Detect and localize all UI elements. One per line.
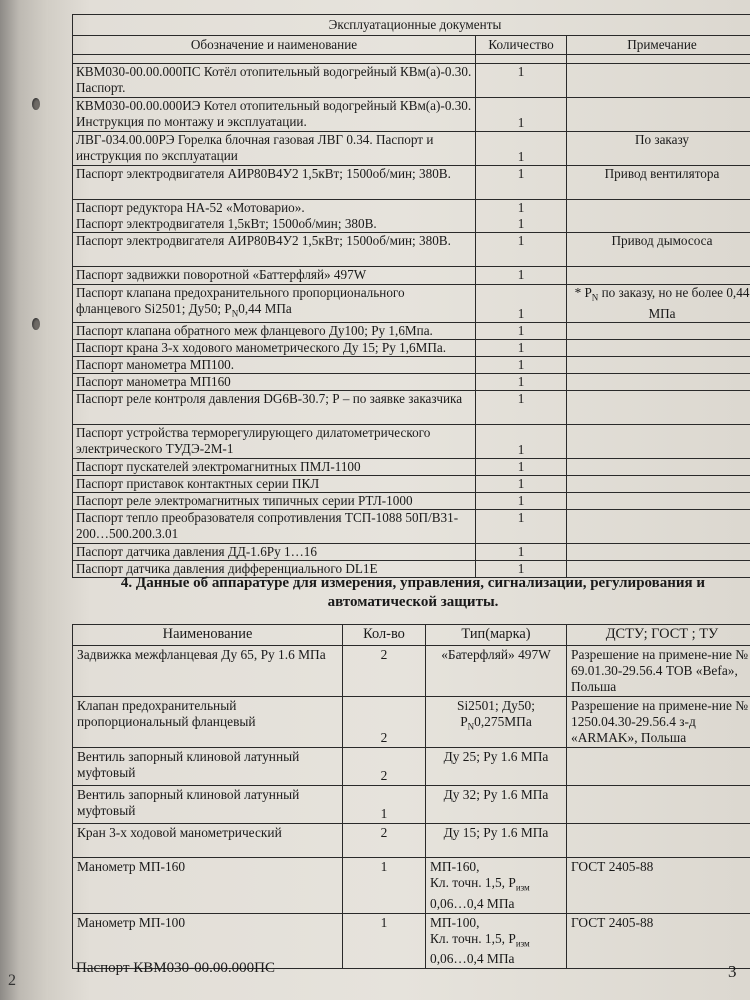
equipment-name: Задвижка межфланцевая Ду 65, Ру 1.6 МПа [73, 646, 343, 697]
text-part: Si2501; Ду50; [457, 698, 535, 713]
equipment-name: Манометр МП-100 [73, 913, 343, 969]
doc-note [567, 424, 750, 458]
doc-name: КВМ030-00.00.000ИЭ Котел отопительный водогрейный КВм(а)-0.30. Инструкция по монтажу и эксплуатации. [73, 98, 476, 132]
doc-qty: 1 [476, 356, 567, 373]
equipment-qty: 1 [343, 786, 426, 824]
equipment-type [426, 913, 567, 969]
table-row [73, 858, 750, 914]
equipment-table [72, 624, 750, 969]
doc-name: Паспорт тепло преобразователя сопротивления ТСП-1088 50П/В31-200…500.200.3.01 [73, 509, 476, 543]
equipment-qty: 1 [343, 858, 426, 914]
doc-qty [476, 200, 567, 233]
doc-qty: 1 [476, 373, 567, 390]
equipment-standard: Разрешение на примене-ние № 69.01.30-29.56.4 ТОВ «Befa», Польша [567, 646, 750, 697]
table-row [73, 748, 750, 786]
doc-name: Паспорт устройства терморегулирующего дилатометрического электрического ТУДЭ-2М-1 [73, 424, 476, 458]
equipment-name: Клапан предохранительный пропорциональный фланцевый [73, 697, 343, 748]
doc-qty: 1 [476, 543, 567, 560]
document-page [48, 0, 750, 1000]
doc-note [567, 267, 750, 285]
doc-qty: 1 [476, 233, 567, 267]
doc-note [567, 200, 750, 233]
doc-name: Паспорт задвижки поворотной «Баттерфляй» 497W [73, 267, 476, 285]
doc-name: Паспорт манометра МП160 [73, 373, 476, 390]
doc-name: Паспорт реле электромагнитных типичных серии РТЛ-1000 [73, 492, 476, 509]
section-heading [88, 574, 738, 612]
doc-name: Паспорт клапана обратного меж фланцевого Ду100; Ру 1,6Мпа. [73, 322, 476, 339]
doc-note [567, 339, 750, 356]
binding-hole [32, 98, 40, 110]
table-caption: Эксплуатационные документы [73, 15, 750, 36]
doc-qty: 1 [476, 267, 567, 285]
text-part: МП-100, [430, 914, 480, 930]
doc-note [567, 285, 750, 323]
equipment-qty: 2 [343, 748, 426, 786]
equipment-qty: 2 [343, 697, 426, 748]
text-part: Кл. точн. 1,5, P [430, 930, 516, 946]
header-quantity: Количество [476, 36, 567, 55]
table-row [73, 356, 750, 373]
section-heading-line: автоматической защиты. [327, 594, 499, 610]
table-row [73, 322, 750, 339]
table-row [73, 390, 750, 424]
doc-qty: 1 [476, 285, 567, 323]
text-part: МП-160, [430, 859, 480, 874]
doc-name [73, 285, 476, 323]
equipment-standard: ГОСТ 2405-88 [567, 858, 750, 914]
doc-note: Привод вентилятора [567, 166, 750, 200]
doc-qty: 1 [476, 560, 567, 577]
subscript: N [591, 292, 599, 303]
doc-note [567, 543, 750, 560]
table-row [73, 285, 750, 323]
equipment-name: Кран 3-х ходовой манометрический [73, 824, 343, 858]
table-row [73, 786, 750, 824]
doc-name: Паспорт крана 3-х ходового манометрического Ду 15; Ру 1,6МПа. [73, 339, 476, 356]
text-part: 0,06…0,4 МПа [430, 951, 515, 967]
table-row [73, 509, 750, 543]
equipment-standard: Разрешение на примене-ние № 1250.04.30-29.56.4 з-д «ARMAK», Польша [567, 697, 750, 748]
doc-qty: 1 [476, 390, 567, 424]
page-number: 3 [728, 962, 737, 981]
table-row [73, 339, 750, 356]
doc-note: По заказу [567, 132, 750, 166]
table-row [73, 132, 750, 166]
doc-name: ЛВГ-034.00.00РЭ Горелка блочная газовая ЛВГ 0.34. Паспорт и инструкция по эксплуатации [73, 132, 476, 166]
text-part: 0,275МПа [474, 714, 532, 729]
doc-note [567, 492, 750, 509]
header-designation: Обозначение и наименование [73, 36, 476, 55]
doc-qty: 1 [476, 98, 567, 132]
table-row [73, 64, 750, 98]
doc-qty: 1 [476, 166, 567, 200]
equipment-type: Ду 32; Ру 1.6 МПа [426, 786, 567, 824]
text-part: P [460, 714, 468, 729]
doc-note [567, 458, 750, 475]
doc-name: Паспорт электродвигателя АИР80В4У2 1,5кВт; 1500об/мин; 380В. [73, 233, 476, 267]
table-row [73, 267, 750, 285]
equipment-standard [567, 824, 750, 858]
doc-note [567, 322, 750, 339]
table-row [73, 373, 750, 390]
doc-qty: 1 [476, 424, 567, 458]
doc-note [567, 475, 750, 492]
doc-qty: 1 [476, 64, 567, 98]
equipment-name: Манометр МП-160 [73, 858, 343, 914]
table-row [73, 646, 750, 697]
header-name: Наименование [73, 625, 343, 646]
binding-hole [32, 318, 40, 330]
equipment-name: Вентиль запорный клиновой латунный муфтовый [73, 748, 343, 786]
table-row [73, 492, 750, 509]
section-heading-line: 4. Данные об аппаратуре для измерения, управления, сигнализации, регулирования и [120, 575, 706, 591]
table-row [73, 458, 750, 475]
doc-qty: 1 [476, 458, 567, 475]
subscript: изм [515, 882, 530, 893]
doc-name: Паспорт датчика давления ДД-1.6Ру 1…16 [73, 543, 476, 560]
doc-qty-line: 1 [517, 200, 525, 215]
table-row [73, 543, 750, 560]
equipment-name: Вентиль запорный клиновой латунный муфтовый [73, 786, 343, 824]
doc-name: КВМ030-00.00.000ПС Котёл отопительный водогрейный КВм(а)-0.30. Паспорт. [73, 64, 476, 98]
doc-name-line: Паспорт редуктора НА-52 «Мотоварио». [76, 200, 305, 215]
table-row [73, 166, 750, 200]
equipment-standard [567, 786, 750, 824]
doc-name-line: Паспорт электродвигателя 1,5кВт; 1500об/мин; 380В. [76, 216, 377, 231]
doc-qty: 1 [476, 322, 567, 339]
doc-qty: 1 [476, 132, 567, 166]
doc-note [567, 390, 750, 424]
text-part: по заказу, но не более 0,44 МПа [598, 285, 750, 321]
doc-note [567, 373, 750, 390]
table-row [73, 475, 750, 492]
subscript: N [231, 308, 239, 319]
left-page-edge [0, 0, 48, 1000]
doc-qty: 1 [476, 509, 567, 543]
doc-name [73, 200, 476, 233]
equipment-type [426, 858, 567, 914]
doc-qty: 1 [476, 492, 567, 509]
header-type: Тип(марка) [426, 625, 567, 646]
doc-qty-line: 1 [517, 216, 525, 231]
text-part: * P [574, 285, 592, 300]
equipment-type: Ду 15; Ру 1.6 МПа [426, 824, 567, 858]
subscript: изм [515, 938, 530, 949]
table-row [73, 697, 750, 748]
doc-name: Паспорт электродвигателя АИР80В4У2 1,5кВт; 1500об/мин; 380В. [73, 166, 476, 200]
doc-name: Паспорт датчика давления дифференциального DL1E [73, 560, 476, 577]
text-part: Кл. точн. 1,5, P [430, 875, 516, 890]
table-row [73, 200, 750, 233]
doc-name: Паспорт реле контроля давления DG6B-30.7; Р – по заявке заказчика [73, 390, 476, 424]
equipment-type: «Батерфляй» 497W [426, 646, 567, 697]
doc-note [567, 356, 750, 373]
doc-note [567, 509, 750, 543]
subscript: N [467, 721, 475, 732]
equipment-standard: ГОСТ 2405-88 [567, 913, 750, 969]
operational-documents-table [72, 14, 750, 578]
table-row [73, 233, 750, 267]
equipment-qty: 2 [343, 824, 426, 858]
doc-name: Паспорт манометра МП100. [73, 356, 476, 373]
doc-note: Привод дымососа [567, 233, 750, 267]
text-part: 0,06…0,4 МПа [430, 895, 515, 911]
doc-name: Паспорт приставок контактных серии ПКЛ [73, 475, 476, 492]
header-qty: Кол-во [343, 625, 426, 646]
header-standard: ДСТУ; ГОСТ ; ТУ [567, 625, 750, 646]
equipment-type: Ду 25; Ру 1.6 МПа [426, 748, 567, 786]
doc-note [567, 64, 750, 98]
header-note: Примечание [567, 36, 750, 55]
doc-name: Паспорт пускателей электромагнитных ПМЛ-1100 [73, 458, 476, 475]
table-row [73, 424, 750, 458]
doc-qty: 1 [476, 475, 567, 492]
table-row [73, 98, 750, 132]
doc-qty: 1 [476, 339, 567, 356]
equipment-type [426, 697, 567, 748]
equipment-standard [567, 748, 750, 786]
footer-title: Паспорт КВМ030-00.00.000ПС [76, 960, 275, 976]
text-part: Паспорт клапана предохранительного пропорционального фланцевого Si2501; Ду50; P [76, 285, 405, 316]
equipment-qty: 2 [343, 646, 426, 697]
text-part: 0,44 МПа [238, 301, 292, 316]
doc-note [567, 98, 750, 132]
equipment-qty: 1 [343, 913, 426, 969]
table-row [73, 824, 750, 858]
left-page-number: 2 [8, 972, 16, 989]
